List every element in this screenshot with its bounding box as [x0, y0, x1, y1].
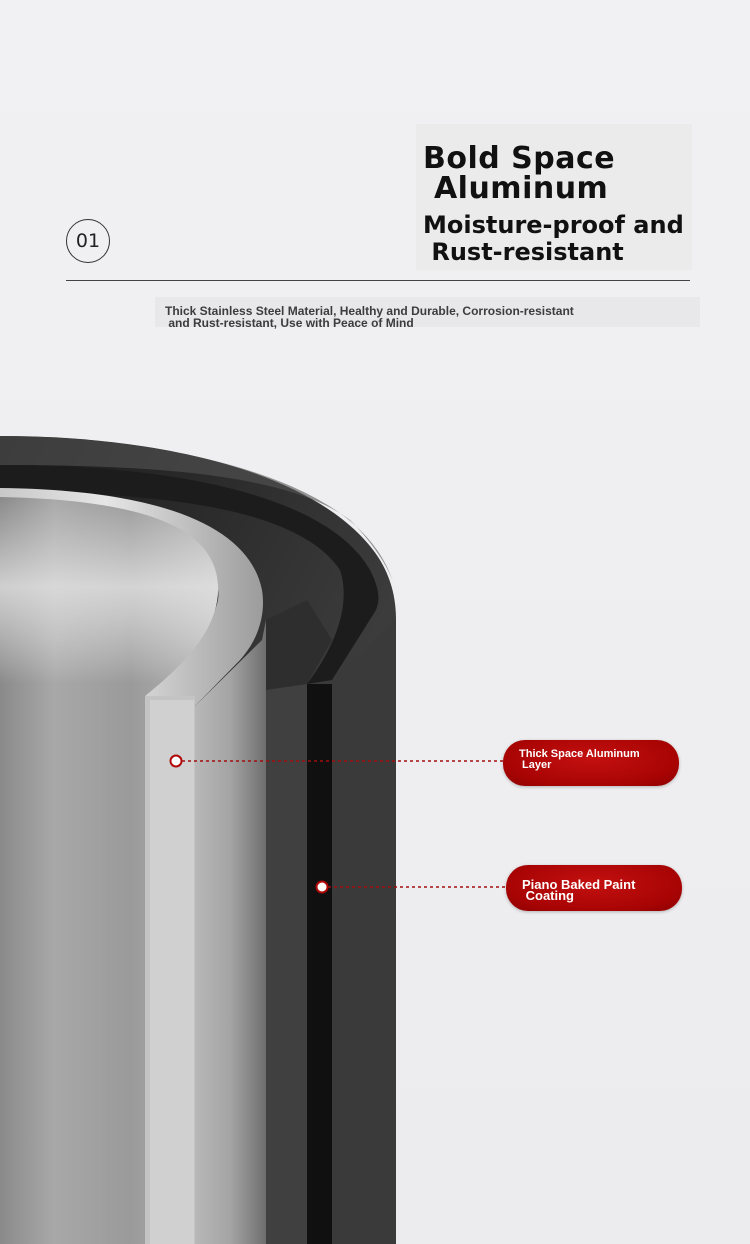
callout-piano-paint — [506, 865, 682, 911]
page-title: Bold Space Aluminum — [423, 141, 616, 206]
section-number-badge: 01 — [66, 219, 110, 263]
callout-label: Piano Baked Paint Coating — [522, 877, 636, 903]
callout-aluminum-layer — [503, 740, 679, 786]
page-subtitle: Moisture-proof and Rust-resistant — [423, 211, 684, 266]
divider — [66, 280, 690, 281]
description-text: Thick Stainless Steel Material, Healthy and Durable, Corrosion-resistant and Rust-resistant, Use with Peace of Mind — [165, 304, 574, 330]
callout-label: Thick Space Aluminum Layer — [519, 748, 640, 771]
